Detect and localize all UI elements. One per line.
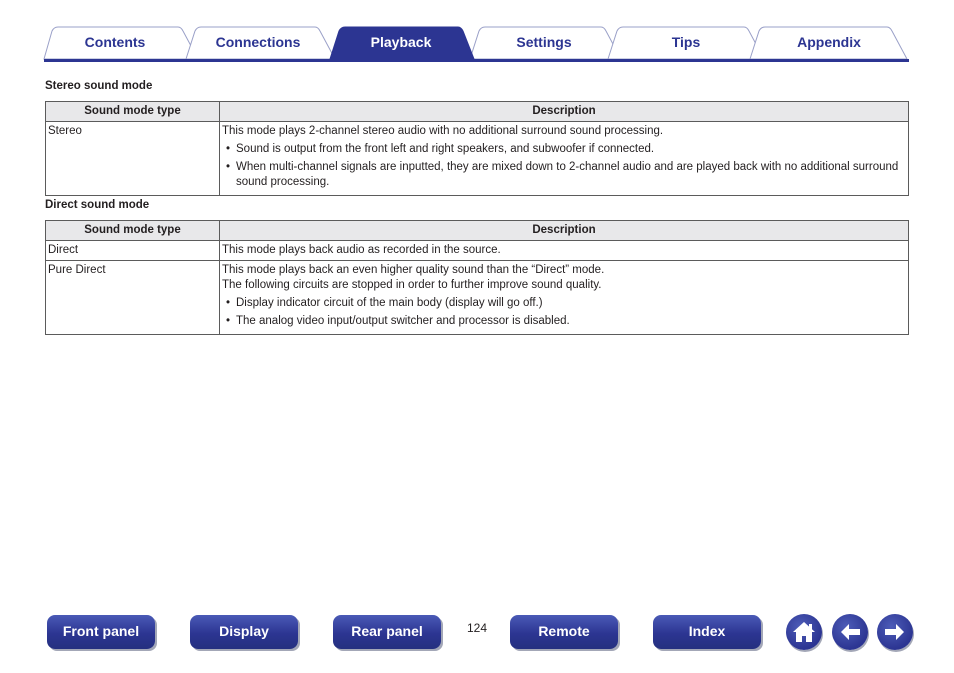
back-arrow-icon xyxy=(832,614,868,650)
table-row xyxy=(46,241,909,261)
description-text: This mode plays 2-channel stereo audio with no additional surround sound processing. xyxy=(222,125,664,137)
rear-panel-button[interactable]: Rear panel xyxy=(333,615,441,649)
column-header-type: Sound mode type xyxy=(46,221,220,241)
tab-connections[interactable]: Connections xyxy=(215,34,301,50)
description-text-2: The following circuits are stopped in order to further improve sound quality. xyxy=(222,279,602,291)
list-item: • The analog video input/output switcher and processor is disabled. xyxy=(222,314,906,329)
stereo-section-title: Stereo sound mode xyxy=(45,80,153,92)
list-item: • When multi-channel signals are inputted, they are mixed down to 2-channel audio and are played back with no additional surround sound processing. xyxy=(222,160,906,190)
front-panel-button[interactable]: Front panel xyxy=(47,615,155,649)
tab-navigation xyxy=(0,0,954,64)
tab-contents[interactable]: Contents xyxy=(84,34,146,50)
list-item: • Sound is output from the front left and right speakers, and subwoofer if connected. xyxy=(222,142,906,157)
forward-button[interactable] xyxy=(877,614,913,650)
tab-appendix[interactable]: Appendix xyxy=(797,34,861,50)
bullet-list xyxy=(222,142,906,190)
table-row xyxy=(46,261,909,335)
mode-description-cell xyxy=(220,122,909,196)
mode-type-cell: Direct xyxy=(46,241,220,261)
back-button[interactable] xyxy=(832,614,868,650)
tab-settings[interactable]: Settings xyxy=(516,34,572,50)
direct-section-title: Direct sound mode xyxy=(45,199,150,211)
column-header-description: Description xyxy=(220,221,909,241)
display-button[interactable]: Display xyxy=(190,615,298,649)
tab-playback[interactable]: Playback xyxy=(370,34,432,50)
column-header-description: Description xyxy=(220,102,909,122)
home-icon xyxy=(786,614,822,650)
table-row xyxy=(46,122,909,196)
stereo-mode-table xyxy=(45,101,909,196)
forward-arrow-icon xyxy=(877,614,913,650)
mode-description-cell xyxy=(220,261,909,335)
description-text: This mode plays back audio as recorded in the source. xyxy=(222,244,501,256)
list-item: • Display indicator circuit of the main body (display will go off.) xyxy=(222,296,906,311)
tab-tips[interactable]: Tips xyxy=(671,34,701,50)
mode-type-cell: Pure Direct xyxy=(46,261,220,335)
direct-mode-table xyxy=(45,220,909,335)
page-number: 124 xyxy=(466,621,488,635)
index-button[interactable]: Index xyxy=(653,615,761,649)
table-header-row xyxy=(46,102,909,122)
table-header-row xyxy=(46,221,909,241)
tab-shapes xyxy=(0,0,954,64)
bullet-list xyxy=(222,296,906,329)
description-text: This mode plays back an even higher quality sound than the “Direct” mode. xyxy=(222,264,605,276)
home-button[interactable] xyxy=(786,614,822,650)
column-header-type: Sound mode type xyxy=(46,102,220,122)
mode-description-cell xyxy=(220,241,909,261)
remote-button[interactable]: Remote xyxy=(510,615,618,649)
tab-underline xyxy=(44,59,909,62)
mode-type-cell: Stereo xyxy=(46,122,220,196)
